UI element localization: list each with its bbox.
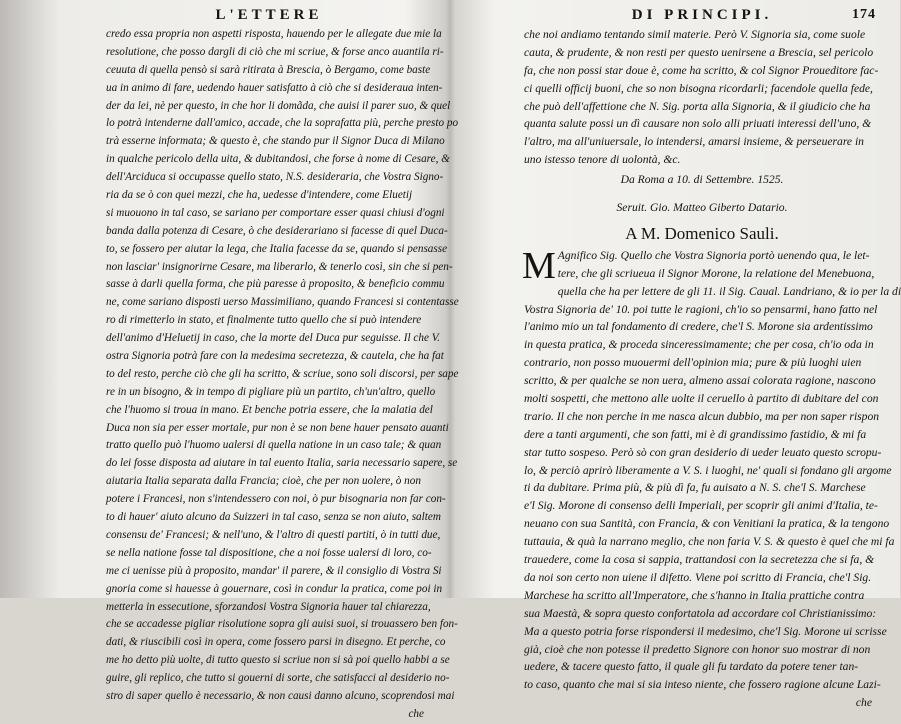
text-line: me ci uenisse più à proposito, mandar' il parere, & il consiglio di Vostra Si bbox=[106, 564, 442, 577]
text-line: in qualche pericolo della uita, & dubitandosi, che forse à nome di Cesare, & bbox=[106, 153, 450, 166]
text-line: me ho detto più uolte, di tutto questo si scriue non si sà poi quello habbi a se bbox=[106, 654, 450, 667]
right-running-head bbox=[524, 4, 880, 26]
text-line: metterla in essecutione, sforzandosi Vostra Signoria hauer tal chiarezza, bbox=[106, 600, 431, 613]
right-letter-end bbox=[524, 26, 880, 169]
right-catchword: che bbox=[855, 696, 872, 710]
text-line: to del resto, perche ciò che gli ha scritto, & scriue, sono soli discorsi, per sape bbox=[106, 367, 459, 380]
left-running-head: L'ETTERE bbox=[215, 7, 323, 23]
text-line: tratto quello può l'huomo ualersi di quella natione in un caso tale; & quan bbox=[106, 439, 442, 452]
text-line: guire, gli replico, che tutto si gouerni di sorte, che satisfacci al desiderio no- bbox=[106, 672, 450, 685]
right-page bbox=[452, 0, 901, 710]
letter-addressee: A M. Domenico Sauli. bbox=[625, 223, 779, 243]
text-line: quanta salute possi un dì causare non solo alli priuati interessi dell'uno, & bbox=[524, 117, 872, 131]
text-line: to, se fossero per aiutar la lega, che Italia facesse da se, quando si pensasse bbox=[106, 242, 448, 255]
text-line: fa, che non possi star doue è, come ha scritto, & col Signor Proueditore fac- bbox=[524, 63, 879, 77]
text-line: do lei fosse disposta ad aiutare in tal euento Italia, saria necessario sapere, se bbox=[106, 457, 458, 470]
text-line: consensu de' Francesi; & nell'uno, & l'altro di questi partiti, ò in tutti due, bbox=[106, 528, 441, 541]
text-line: potere i Francesi, non s'intendessero con noi, ò pur bisognaria non far con- bbox=[106, 493, 446, 506]
text-line: ro di rimetterlo in stato, et finalmente tutto quello che si può intendere bbox=[106, 314, 422, 327]
text-line: ne, come sariano disposti uerso Massimiliano, quando Francesi si contentasse bbox=[106, 296, 459, 309]
text-line: lo potrà intenderne dall'amico, accade, che la soprafatta più, perche presto po bbox=[106, 117, 459, 130]
left-text-block bbox=[106, 26, 459, 706]
signature: Seruit. Gio. Matteo Giberto Datario. bbox=[616, 201, 788, 215]
text-line: quella che ha per lettere de gli 11. il Sig. Caual. Landriano, & io per la di bbox=[557, 284, 901, 298]
text-line: Ma a questo potria forse rispondersi il medesimo, che'l Sig. Morone ui scrisse bbox=[524, 624, 887, 638]
text-line: ria da se ò con quei mezzi, che ha, uedesse d'intendere, come Eluetij bbox=[106, 189, 413, 202]
text-line: tuttauia, & quà la narrano meglio, che non faria V. S. & questo è quel che mi fa bbox=[524, 535, 895, 549]
text-line: ti da dubitare. Prima più, & più dì fa, fu auisato a N. S. che'l S. Marchese bbox=[524, 481, 866, 495]
text-line: tere, che gli scriueua il Signor Morone, la relatione del Menebuona, bbox=[557, 266, 875, 280]
text-line: re in un bisogno, & in tempo di pigliare più un partito, ch'un'altro, quello bbox=[106, 385, 436, 398]
text-line: che noi andiamo tentando simil materie. Però V. Signoria sia, come suole bbox=[524, 28, 866, 41]
text-line: dell'Arciduca si occupasse quello stato, N.S. desideraria, che Vostra Signo- bbox=[106, 171, 444, 184]
text-line: Agnifico Sig. Quello che Vostra Signoria portò uenendo qua, le let- bbox=[557, 248, 870, 262]
text-line: se nella natione fosse tal dispositione, che a noi fosse ualersi di loro, co- bbox=[106, 546, 432, 559]
text-line: ceuuta di quella pensò si sarà ritirata à Brescia, ò Bergamo, come baste bbox=[106, 63, 431, 76]
text-line: to di hauer' aiuto alcuno da Suizzeri in tal caso, senza se non aiuto, saltem bbox=[106, 511, 441, 524]
text-line: da noi son certo non uiene il difetto. Viene poi scritto di Francia, che'l Sig. bbox=[524, 570, 872, 584]
text-line: banda dalla potenza di Cesare, ò che desiderariano si facesse di quel Duca- bbox=[106, 224, 448, 237]
text-line: scritto, & per qualche se non uera, almeno assai colorata ragione, nascono bbox=[524, 374, 876, 388]
text-line: che l'huomo si troua in mano. Et benche potria essere, che la malatia del bbox=[106, 403, 433, 416]
text-line: cauta, & prudente, & non resti per questo uenirsene a Brescia, sel pericolo bbox=[524, 45, 874, 59]
page-number: 174 bbox=[852, 7, 876, 22]
text-line: l'animo mio un tal fondamento di credere, che'l S. Morone sia ardentissimo bbox=[524, 320, 873, 334]
text-line: dati, & riuscibili così in opera, come fossero parsi in disegno. Et perche, co bbox=[106, 636, 446, 649]
text-line: trà esserne informata; & questo è, che stando pur il Signor Duca di Milano bbox=[106, 135, 445, 148]
text-line: contrario, non posso muouermi dell'opinion mia; pure & più luoghi uien bbox=[524, 356, 862, 370]
drop-cap: M bbox=[522, 244, 556, 287]
text-line: lo, & perciò aprirò liberamente a V. S. i luoghi, ne' quali si fondano gli argome bbox=[524, 463, 892, 477]
text-line: che se accadesse pigliar risolutione sopra gli auisi suoi, si trouassero ben fon- bbox=[106, 618, 458, 631]
text-line: sasse à darli quella forma, che più paresse à proposito, & beneficio commu bbox=[106, 278, 445, 291]
dateline: Da Roma a 10. di Settembre. 1525. bbox=[620, 173, 784, 187]
text-line: Marchese ha scritto all'Imperatore, che s'hanno in Italia prattiche contra bbox=[524, 588, 865, 602]
text-line: resolutione, che posso dargli di ciò che mi scriue, & forse anco auantila ri- bbox=[106, 45, 444, 58]
text-line: credo essa propria non aspetti risposta, hauendo per le allegate due mie la bbox=[106, 28, 442, 40]
text-line: stro di saper quello è necessario, & non causi danno alcuno, scoprendosi mai bbox=[106, 689, 455, 702]
text-line: aiutaria Italia separata dalla Francia; cioè, che per non uolere, ò non bbox=[106, 475, 421, 488]
text-line: der da lei, nè per questo, in che hor li domãda, che auisi il parer suo, & quel bbox=[106, 99, 451, 112]
right-running-title: DI PRINCIPI. bbox=[631, 7, 773, 23]
text-line: ua in animo di fare, uedendo hauer satisfatto à ciò che si desideraua inten- bbox=[106, 81, 443, 94]
text-line: gnoria come si hauesse à gouernare, così in condur la pratica, come poi in bbox=[106, 582, 443, 595]
text-line: dell'animo d'Heluetij in caso, che la morte del Duca pur seguisse. Il che V. bbox=[106, 332, 440, 345]
text-line: molti sospetti, che mettono alle uolte il ceruello à partito di dubitare del con bbox=[524, 392, 879, 406]
text-line: ostra Signoria potrà fare con la medesima secretezza, & cautela, che ha fat bbox=[106, 350, 444, 363]
text-line: Vostra Signoria de' 10. poi tutte le ragioni, ch'io so pensarmi, hano fatto nel bbox=[524, 302, 878, 316]
text-line: star tutto sospeso. Però sò con gran desiderio di ueder leuato questo scropu- bbox=[524, 445, 882, 459]
text-line: sua Maestà, & sopra questo confortatola ad accordare col Christianissimo: bbox=[524, 606, 877, 620]
text-line: trario. Il che non perche in me nasca alcun dubbio, ma per non saper rispon bbox=[524, 409, 880, 423]
left-catchword: che bbox=[408, 707, 424, 720]
text-line: uno istesso tenore di uolontà, &c. bbox=[524, 153, 681, 167]
right-letter-body bbox=[522, 244, 901, 712]
text-line: e'l Sig. Morone di consenso delli Imperiali, per scoprir gli animi d'Italia, te- bbox=[524, 499, 878, 513]
text-line: già, cioè che non potesse il predetto Signore con honor suo mostrar di non bbox=[524, 642, 871, 656]
text-line: trauedere, come la cosa si sappia, trattandosi con la secretezza che si fa, & bbox=[524, 553, 875, 567]
text-line: che può dell'affettione che N. Sig. porta alla Signoria, & il giudicio che ha bbox=[524, 99, 871, 113]
text-line: dere a tanti argumenti, che son fatti, mi è di grandissimo fastidio, & mi fa bbox=[524, 427, 867, 441]
text-line: Duca non sia per esser mortale, pur non è se non bene hauer pensato auanti bbox=[106, 421, 449, 434]
text-line: uedere, & tacere questo fatto, il quale gli fu tardato da potere tener tan- bbox=[524, 660, 859, 674]
text-line: neuano con sua Santità, con Francia, & con Venitiani la pratica, & la tengono bbox=[524, 517, 890, 531]
text-line: ci quelli officij buoni, che so non bisogna ricordarli; facendole quella fede, bbox=[524, 81, 873, 95]
text-line: l'altro, ma all'uniuersale, lo intendersi, amarsi insieme, & perseuerare in bbox=[524, 135, 864, 149]
text-line: in questa pratica, & proceda sinceressimamente; che per cosa, ch'io oda in bbox=[524, 338, 874, 352]
text-line: non lasciar' insignorirne Cesare, ma liberarlo, & tenerlo così, sin che si pen- bbox=[106, 260, 453, 273]
text-line: to caso, quanto che mai si sia inteso niente, che fossero ragione alcune Lazi- bbox=[524, 678, 881, 692]
text-line: si muouono in tal caso, se sariano per comportare esser quasi chiusi d'ogni bbox=[106, 206, 445, 219]
